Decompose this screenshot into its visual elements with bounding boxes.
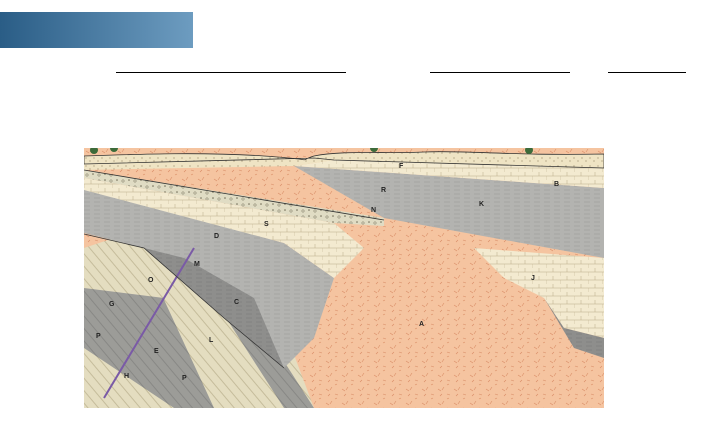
svg-text:N: N	[371, 207, 377, 214]
svg-text:J: J	[531, 275, 535, 282]
svg-text:S: S	[264, 221, 269, 228]
svg-text:R: R	[381, 187, 387, 194]
geologic-cross-section	[84, 148, 604, 408]
date-field[interactable]	[608, 72, 686, 73]
name-field[interactable]	[116, 72, 346, 73]
svg-text:D: D	[214, 233, 220, 240]
svg-text:L: L	[209, 337, 214, 344]
svg-text:P: P	[96, 333, 101, 340]
activity-banner	[0, 0, 727, 60]
instructions	[86, 82, 686, 96]
svg-text:M: M	[194, 261, 200, 268]
svg-text:B: B	[554, 181, 560, 188]
svg-text:C: C	[234, 299, 240, 306]
svg-text:A: A	[419, 321, 425, 328]
activity-tab	[0, 12, 193, 48]
svg-text:O: O	[148, 277, 154, 284]
course-field[interactable]	[430, 72, 570, 73]
svg-text:P: P	[182, 375, 187, 382]
svg-text:G: G	[109, 301, 115, 308]
svg-text:E: E	[154, 348, 159, 355]
svg-text:H: H	[124, 373, 130, 380]
svg-text:F: F	[399, 163, 404, 170]
svg-text:K: K	[479, 201, 485, 208]
student-fields	[86, 63, 686, 77]
